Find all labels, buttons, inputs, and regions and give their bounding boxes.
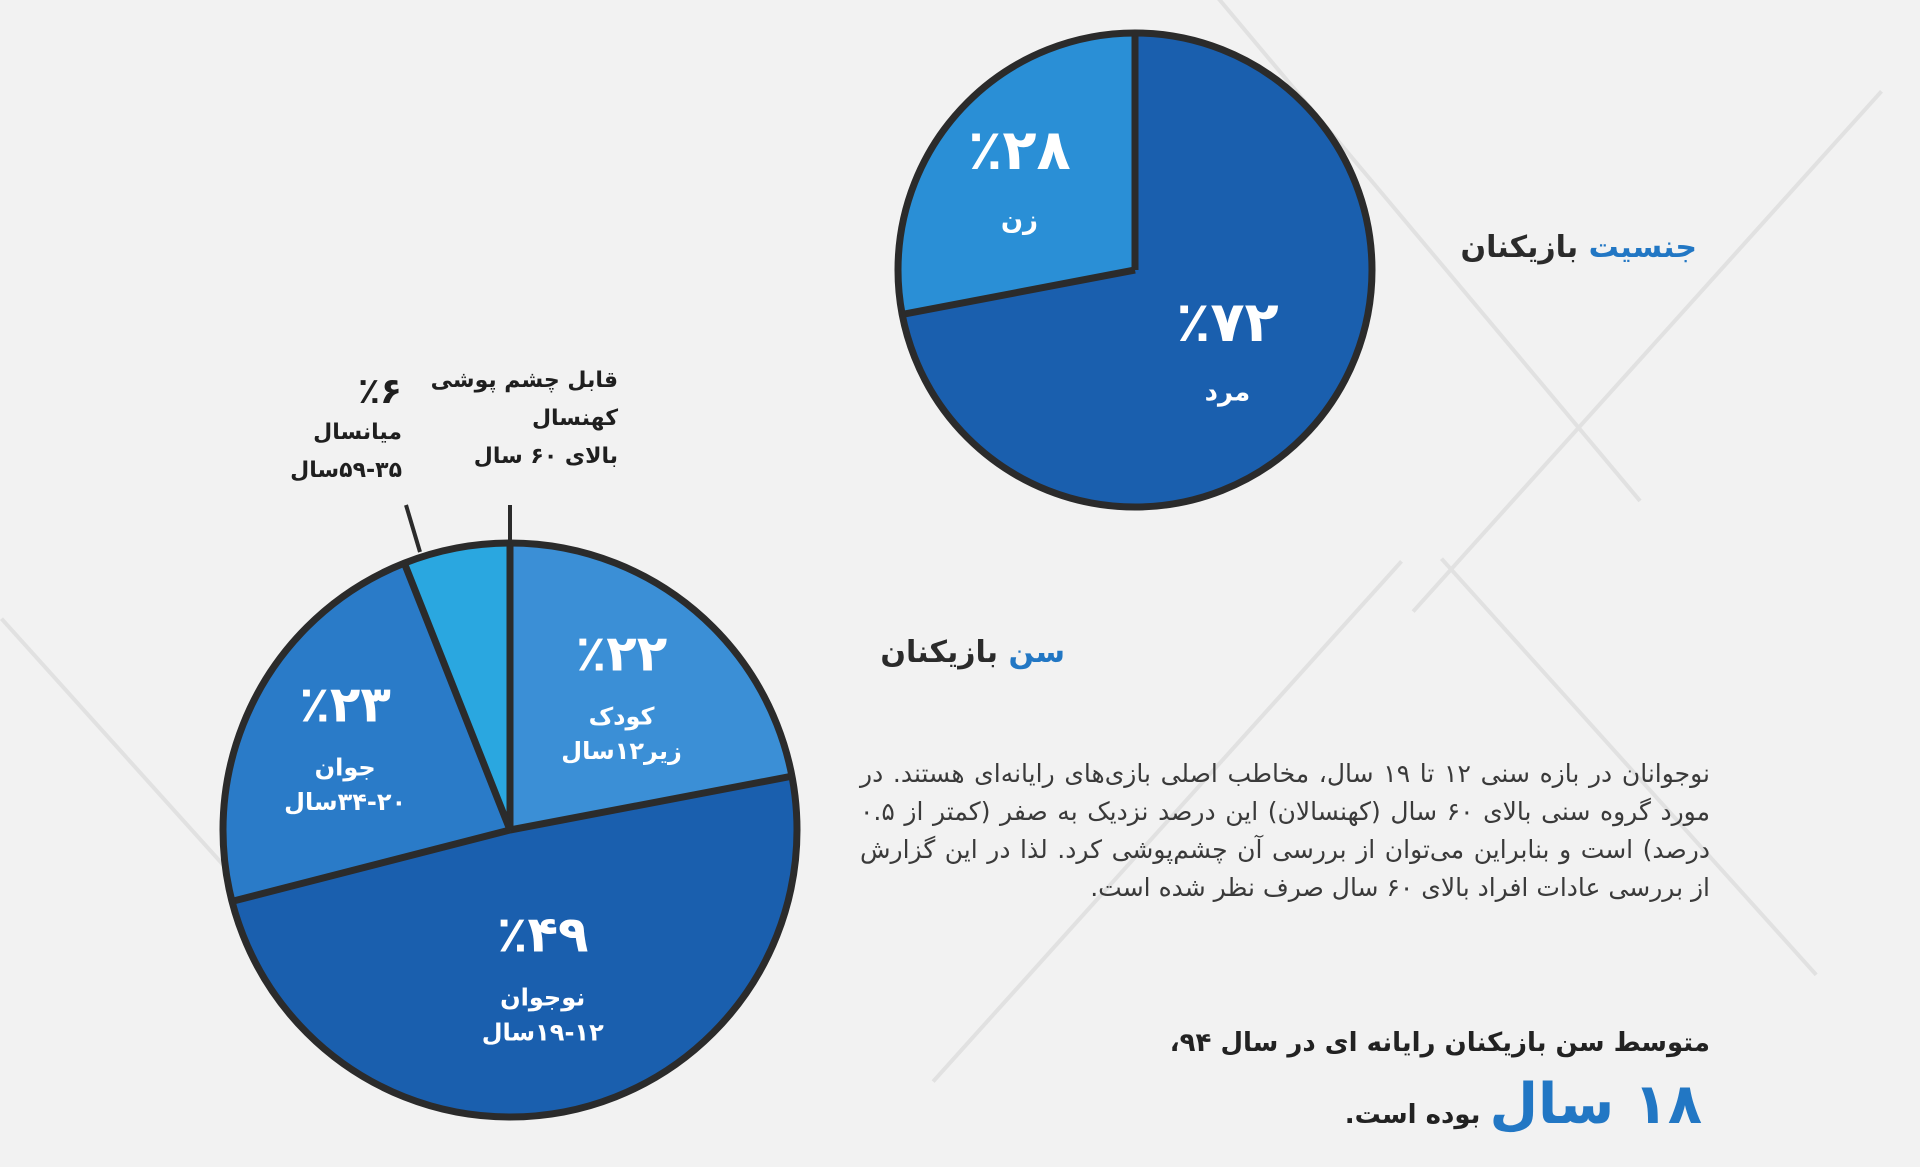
slice-label-2: جوان bbox=[314, 753, 376, 782]
gender-title-accent: جنسیت bbox=[1588, 230, 1697, 265]
slice-range-2: ۳۴-۲۰سال bbox=[284, 788, 407, 817]
callout-middle-aged-pct: ٪۶ bbox=[358, 371, 402, 412]
age-title bbox=[880, 635, 1065, 670]
slice-percent-1: ٪۴۹ bbox=[496, 905, 589, 964]
gender-title-rest: بازیکنان bbox=[1460, 230, 1579, 265]
callout-middle-aged-range: ۵۹-۳۵سال bbox=[290, 458, 402, 483]
description-paragraph: نوجوانان در بازه سنی ۱۲ تا ۱۹ سال، مخاطب اصلی بازی‌های رایانه‌ای هستند. در مورد گروه سنی بالای ۶۰ سال (کهنسالان) این درصد نزدیک به صفر (کمتر از ۰.۵ درصد) است و بنابراین می‌توان از بررسی آن چشم‌پوشی کرد. لذا در این گزارش از بررسی عادات افراد بالای ۶۰ سال صرف نظر شده است. bbox=[860, 759, 1710, 902]
slice-percent-0: ٪۲۲ bbox=[575, 624, 668, 683]
callout-middle-aged-label: میانسال bbox=[313, 420, 402, 445]
age-title-rest: بازیکنان bbox=[880, 635, 999, 670]
callout-elderly-label: کهنسال bbox=[531, 406, 618, 431]
slice-label-1: زن bbox=[1000, 205, 1039, 236]
slice-range-0: زیر۱۲سال bbox=[561, 737, 682, 766]
slice-percent-0: ٪۷۲ bbox=[1176, 290, 1279, 356]
age-title-accent: سن bbox=[1008, 635, 1065, 670]
average-age-line1: متوسط سن بازیکنان رایانه ای در سال ۹۴، bbox=[1169, 1028, 1710, 1058]
average-age-statement bbox=[1345, 1072, 1702, 1137]
average-age-value: ۱۸ سال bbox=[1489, 1072, 1702, 1137]
average-age-suffix: بوده است. bbox=[1344, 1100, 1481, 1130]
slice-percent-1: ٪۲۸ bbox=[968, 117, 1071, 183]
slice-range-1: ۱۹-۱۲سال bbox=[481, 1018, 604, 1047]
callout-elderly-range: بالای ۶۰ سال bbox=[473, 444, 618, 469]
slice-label-0: کودک bbox=[588, 702, 655, 731]
slice-percent-2: ٪۲۳ bbox=[299, 675, 391, 734]
slice-label-1: نوجوان bbox=[500, 983, 586, 1012]
callout-elderly-note: قابل چشم پوشی bbox=[430, 368, 618, 393]
slice-label-0: مرد bbox=[1204, 377, 1251, 408]
leader-line-middle-aged bbox=[406, 505, 420, 552]
